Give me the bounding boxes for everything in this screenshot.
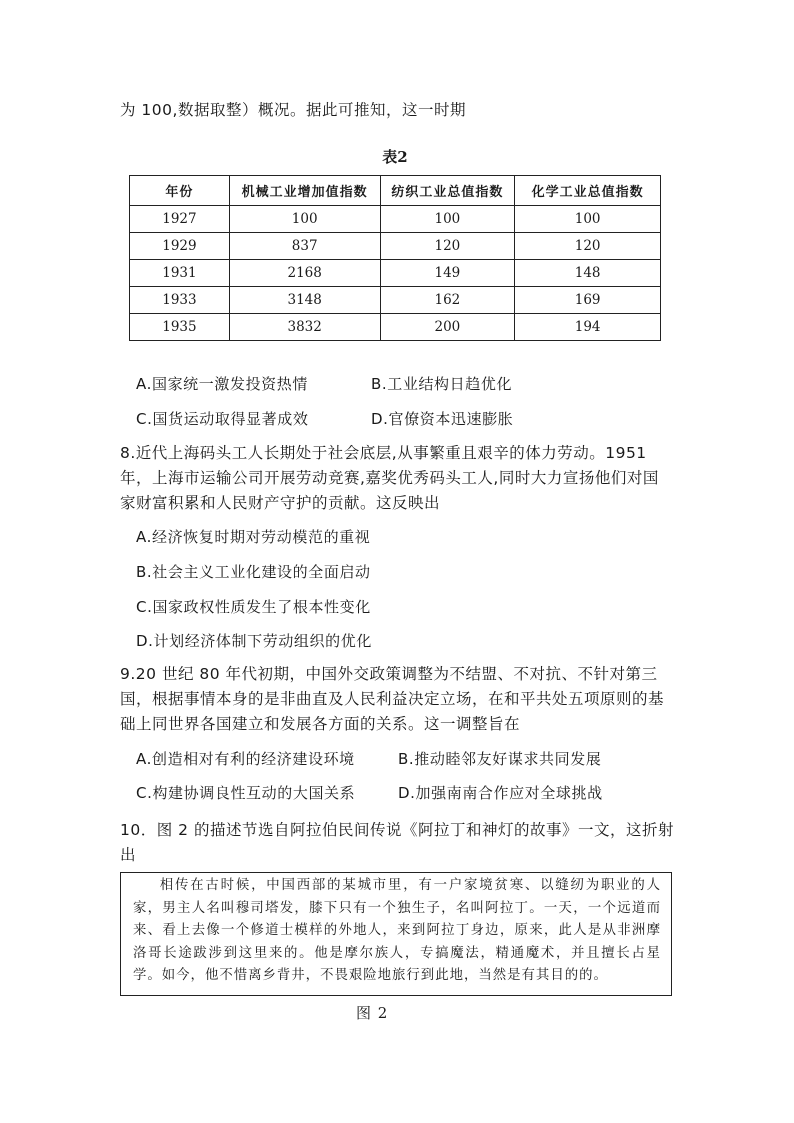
table-cell: 162 — [380, 287, 515, 314]
q7-option-a: A.国家统一激发投资热情 — [136, 375, 308, 393]
table-header-row — [130, 176, 661, 206]
table-cell: 200 — [380, 314, 515, 341]
q8-option-b: B.社会主义工业化建设的全面启动 — [136, 563, 371, 581]
q8-stem-line: 8.近代上海码头工人长期处于社会底层,从事繁重且艰辛的体力劳动。1951 — [120, 444, 647, 462]
table-cell: 2168 — [229, 260, 380, 287]
table-row — [130, 314, 661, 341]
q9-option-d: D.加强南南合作应对全球挑战 — [398, 784, 603, 802]
quoted-passage-box — [120, 872, 672, 996]
table-cell: 1929 — [130, 233, 230, 260]
table-cell: 194 — [515, 314, 661, 341]
table-cell: 1935 — [130, 314, 230, 341]
table-cell: 100 — [380, 206, 515, 233]
q8-stem-line: 家财富积累和人民财产守护的贡献。这反映出 — [120, 494, 441, 512]
table-cell: 169 — [515, 287, 661, 314]
q9-stem-line: 础上同世界各国建立和发展各方面的关系。这一调整旨在 — [120, 715, 521, 733]
q8-stem-line: 年，上海市运输公司开展劳动竞赛,嘉奖优秀码头工人,同时大力宣扬他们对国 — [120, 469, 659, 487]
table-cell: 1931 — [130, 260, 230, 287]
q8-option-d: D.计划经济体制下劳动组织的优化 — [136, 632, 372, 650]
table-cell: 120 — [515, 233, 661, 260]
data-table — [129, 175, 661, 341]
table-header-cell: 化学工业总值指数 — [515, 176, 661, 206]
q10-stem-line: 10．图 2 的描述节选自阿拉伯民间传说《阿拉丁和神灯的故事》一文，这折射 — [120, 821, 674, 839]
table-header-cell: 年份 — [130, 176, 230, 206]
intro-line: 为 100,数据取整）概况。据此可推知，这一时期 — [120, 101, 466, 119]
table-cell: 100 — [229, 206, 380, 233]
table-cell: 1933 — [130, 287, 230, 314]
table-header-cell: 机械工业增加值指数 — [229, 176, 380, 206]
table-cell: 3832 — [229, 314, 380, 341]
q9-option-b: B.推动睦邻友好谋求共同发展 — [398, 750, 602, 768]
q8-option-a: A.经济恢复时期对劳动模范的重视 — [136, 528, 371, 546]
table-cell: 1927 — [130, 206, 230, 233]
table-row — [130, 206, 661, 233]
table-title: 表2 — [382, 148, 408, 166]
q7-option-c: C.国货运动取得显著成效 — [136, 410, 309, 428]
table-cell: 100 — [515, 206, 661, 233]
table-cell: 120 — [380, 233, 515, 260]
q9-stem-line: 9.20 世纪 80 年代初期，中国外交政策调整为不结盟、不对抗、不针对第三 — [120, 665, 658, 683]
q8-option-c: C.国家政权性质发生了根本性变化 — [136, 598, 371, 616]
q7-option-b: B.工业结构日趋优化 — [371, 375, 513, 393]
table-cell: 3148 — [229, 287, 380, 314]
q10-stem-line: 出 — [120, 846, 137, 864]
table-cell: 149 — [380, 260, 515, 287]
table-cell: 148 — [515, 260, 661, 287]
q9-option-a: A.创造相对有利的经济建设环境 — [136, 750, 355, 768]
figure-caption: 图 2 — [356, 1004, 389, 1022]
table-row — [130, 260, 661, 287]
table-row — [130, 233, 661, 260]
passage-text: 相传在古时候，中国西部的某城市里，有一户家境贫寒、以缝纫为职业的人家，男主人名叫穆司塔发，膝下只有一个独生子，名叫阿拉丁。一天，一个远道而来、看上去像一个修道士模样的外地人，来到阿拉丁身边，原来，此人是从非洲摩洛哥长途跋涉到这里来的。他是摩尔族人，专搞魔法，精通魔术，并且擅长占星学。如今，他不惜离乡背井，不畏艰险地旅行到此地，当然是有其目的的。 — [133, 878, 661, 983]
table-header-cell: 纺织工业总值指数 — [380, 176, 515, 206]
table-cell: 837 — [229, 233, 380, 260]
q9-stem-line: 国，根据事情本身的是非曲直及人民利益决定立场，在和平共处五项原则的基 — [120, 690, 665, 708]
q7-option-d: D.官僚资本迅速膨胀 — [371, 410, 514, 428]
table-row — [130, 287, 661, 314]
q9-option-c: C.构建协调良性互动的大国关系 — [136, 784, 356, 802]
